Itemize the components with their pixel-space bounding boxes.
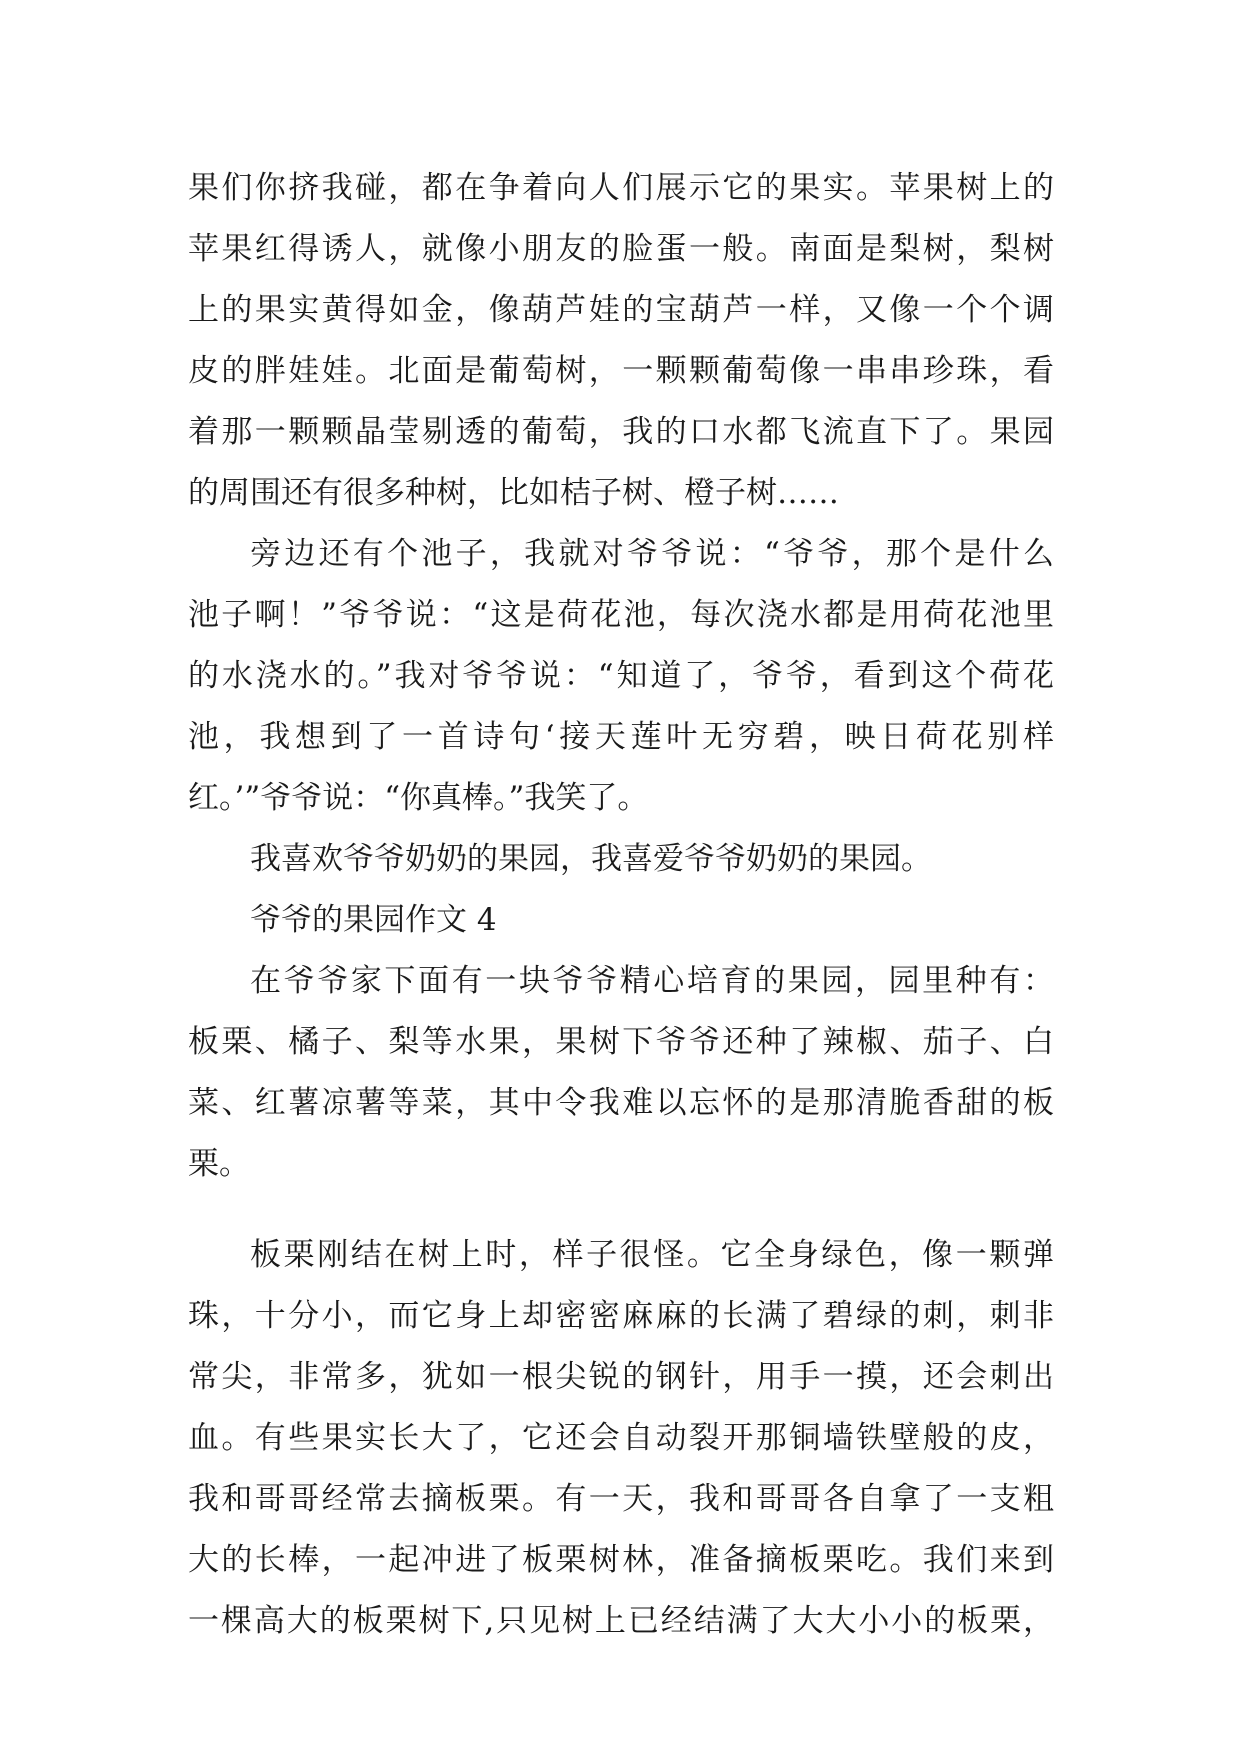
paragraph-line: 常尖，非常多，犹如一根尖锐的钢针，用手一摸，还会刺出: [188, 1359, 1054, 1395]
paragraph-line: 板栗刚结在树上时，样子很怪。它全身绿色，像一颗弹: [250, 1237, 1054, 1273]
paragraph-line: 珠，十分小，而它身上却密密麻麻的长满了碧绿的刺，刺非: [188, 1298, 1054, 1334]
paragraph-line: 池，我想到了一首诗句‘接天莲叶无穷碧，映日荷花别样: [188, 719, 1054, 755]
paragraph-line: 的水浇水的。”我对爷爷说：“知道了，爷爷，看到这个荷花: [188, 658, 1054, 694]
paragraph-line: 我和哥哥经常去摘板栗。有一天，我和哥哥各自拿了一支粗: [188, 1481, 1054, 1517]
paragraph-line: 苹果红得诱人，就像小朋友的脸蛋一般。南面是梨树，梨树: [188, 231, 1054, 267]
paragraph-line: 池子啊！”爷爷说：“这是荷花池，每次浇水都是用荷花池里: [188, 597, 1054, 633]
paragraph-line: 皮的胖娃娃。北面是葡萄树，一颗颗葡萄像一串串珍珠，看: [188, 353, 1054, 389]
paragraph-line: 的周围还有很多种树，比如桔子树、橙子树……: [188, 475, 839, 511]
paragraph-line: 血。有些果实长大了，它还会自动裂开那铜墙铁壁般的皮，: [188, 1420, 1054, 1456]
paragraph-line: 果们你挤我碰，都在争着向人们展示它的果实。苹果树上的: [188, 170, 1054, 206]
paragraph-line: 红。’”爷爷说：“你真棒。”我笑了。: [188, 780, 649, 816]
paragraph-line: 在爷爷家下面有一块爷爷精心培育的果园，园里种有：: [250, 963, 1054, 999]
paragraph-line: 一棵高大的板栗树下,只见树上已经结满了大大小小的板栗，: [188, 1603, 1054, 1639]
paragraph-gap: [188, 1195, 1054, 1225]
paragraph-line: 旁边还有个池子，我就对爷爷说：“爷爷，那个是什么: [250, 536, 1054, 572]
essay-body: [188, 158, 1054, 1652]
paragraph-line: 着那一颗颗晶莹剔透的葡萄，我的口水都飞流直下了。果园: [188, 414, 1054, 450]
paragraph-line: 我喜欢爷爷奶奶的果园，我喜爱爷爷奶奶的果园。: [250, 841, 932, 877]
paragraph-line: 上的果实黄得如金，像葫芦娃的宝葫芦一样，又像一个个调: [188, 292, 1054, 328]
paragraph-line: 菜、红薯凉薯等菜，其中令我难以忘怀的是那清脆香甜的板: [188, 1085, 1054, 1121]
paragraph-line: 板栗、橘子、梨等水果，果树下爷爷还种了辣椒、茄子、白: [188, 1024, 1054, 1060]
paragraph-line: 大的长棒，一起冲进了板栗树林，准备摘板栗吃。我们来到: [188, 1542, 1054, 1578]
essay-heading: 爷爷的果园作文 4: [250, 902, 497, 938]
paragraph-line: 栗。: [188, 1146, 250, 1182]
